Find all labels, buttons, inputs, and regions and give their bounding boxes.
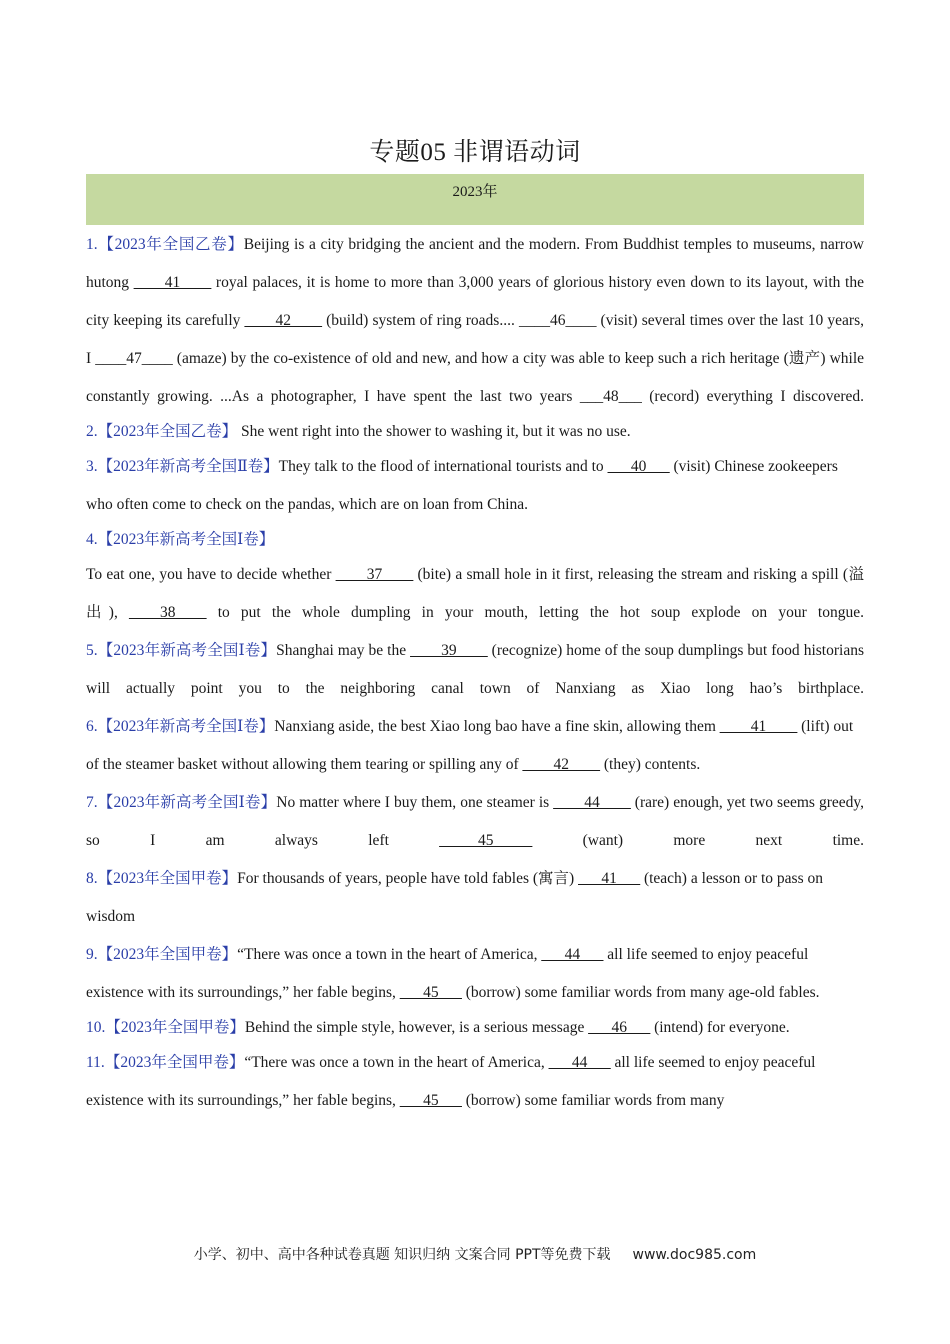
question-source: 【2023年全国甲卷】 — [97, 870, 238, 887]
question-7 — [86, 784, 864, 860]
answer-blank: ____41____ — [133, 274, 212, 291]
question-number: 10. — [86, 1019, 106, 1036]
question-text: No matter where I buy them, one steamer is — [276, 794, 554, 811]
question-1 — [86, 226, 864, 416]
question-source: 【2023年新高考全国Ⅰ卷】 — [97, 718, 275, 735]
question-text: “There was once a town in the heart of America, — [237, 946, 542, 963]
question-9 — [86, 936, 864, 1012]
question-4 — [86, 524, 864, 556]
question-10 — [86, 1012, 864, 1044]
question-source: 【2023年全国乙卷】 — [97, 423, 238, 440]
question-source: 【2023年新高考全国Ⅰ卷】 — [97, 531, 275, 548]
question-number: 2. — [86, 423, 98, 440]
question-number: 7. — [86, 794, 98, 811]
answer-blank: ____38____ — [129, 604, 207, 621]
question-source: 【2023年新高考全国Ⅱ卷】 — [97, 458, 279, 475]
question-text: (recognize) home of the soup dumplings but food historians will actually point you to the neighboring canal town of Nanxiang as Xiao long hao’s birthplace. — [86, 642, 864, 697]
question-source: 【2023年全国甲卷】 — [105, 1019, 245, 1036]
question-number: 9. — [86, 946, 98, 963]
question-number: 1. — [86, 236, 98, 253]
question-4-body — [86, 556, 864, 632]
question-text: royal palaces, it is home to more than 3,000 years of glorious history even down to its layout, with the city keeping its carefully — [86, 274, 864, 329]
question-text: (intend) for everyone. — [650, 1019, 790, 1036]
question-text: (visit) Chinese zookeepers who often come to check on the pandas, which are on loan from China. — [86, 458, 838, 513]
question-number: 8. — [86, 870, 98, 887]
question-6 — [86, 708, 864, 784]
question-source: 【2023年新高考全国Ⅰ卷】 — [97, 642, 277, 659]
footer-site-link[interactable]: www.doc985.com — [632, 1247, 757, 1263]
question-number: 4. — [86, 531, 98, 548]
answer-blank: ___41___ — [578, 870, 641, 887]
answer-blank: ____37____ — [335, 566, 414, 583]
page-title: 专题05 非谓语动词 — [369, 139, 581, 166]
year-label: 2023年 — [452, 184, 498, 200]
question-text: Behind the simple style, however, is a serious message — [244, 1019, 589, 1036]
page-footer — [0, 1244, 950, 1264]
footer-text: 小学、初中、高中各种试卷真题 知识归纳 文案合同 PPT等免费下载 — [193, 1247, 611, 1263]
question-text: all life seemed to enjoy peaceful existence with its surroundings,” her fable begins, — [86, 946, 809, 1001]
answer-blank: ____41____ — [719, 718, 798, 735]
question-number: 3. — [86, 458, 98, 475]
answer-blank: ____42____ — [244, 312, 323, 329]
answer-blank: ___45___ — [399, 1092, 462, 1109]
answer-blank: ____39____ — [410, 642, 488, 659]
answer-blank: ___40___ — [607, 458, 670, 475]
question-text: (lift) out of the steamer basket without allowing them tearing or spilling any of — [86, 718, 854, 773]
question-number: 6. — [86, 718, 98, 735]
question-source: 【2023年全国甲卷】 — [97, 946, 238, 963]
question-text: (borrow) some familiar words from many — [461, 1092, 725, 1109]
question-list — [86, 226, 864, 1120]
question-text: (want) more next time. — [532, 832, 864, 849]
answer-blank: _____45_____ — [439, 832, 533, 849]
answer-blank: ___46___ — [588, 1019, 651, 1036]
question-text: Shanghai may be the — [276, 642, 411, 659]
question-number: 5. — [86, 642, 98, 659]
question-text: (they) contents. — [599, 756, 701, 773]
question-source: 【2023年全国甲卷】 — [104, 1054, 245, 1071]
question-2 — [86, 416, 864, 448]
question-8 — [86, 860, 864, 936]
answer-blank: ____44____ — [553, 794, 631, 811]
answer-blank: ___44___ — [548, 1054, 611, 1071]
question-text: She went right into the shower to washing it, but it was no use. — [237, 423, 631, 440]
question-text: For thousands of years, people have told fables (寓言) — [237, 870, 579, 887]
answer-blank: ___44___ — [541, 946, 604, 963]
question-text: (rare) enough, yet two seems greedy, so I am always left — [86, 794, 865, 849]
question-source: 【2023年新高考全国Ⅰ卷】 — [97, 794, 277, 811]
question-text: “There was once a town in the heart of America, — [244, 1054, 549, 1071]
question-text: Beijing is a city bridging the ancient and the modern. From Buddhist temples to museums, narrow hutong — [86, 236, 864, 291]
question-text: (teach) a lesson or to pass on wisdom — [86, 870, 823, 925]
question-text: To eat one, you have to decide whether — [86, 566, 336, 583]
question-text: to put the whole dumpling in your mouth, letting the hot soup explode on your tongue. — [206, 604, 864, 621]
question-text: all life seemed to enjoy peaceful existence with its surroundings,” her fable begins, — [86, 1054, 816, 1109]
answer-blank: ___45___ — [399, 984, 462, 1001]
question-text: Nanxiang aside, the best Xiao long bao have a fine skin, allowing them — [274, 718, 720, 735]
question-source: 【2023年全国乙卷】 — [97, 236, 244, 253]
answer-blank: ____42____ — [522, 756, 600, 773]
question-3 — [86, 448, 864, 524]
question-11 — [86, 1044, 864, 1120]
question-text: (build) system of ring roads.... ____46____ (visit) several times over the last 10 years, I ____47____ (amaze) by the co-existence of old and new, and how a city was able to keep such a rich heritage (遗产) while constantly growing. ...As a photographer, I have spent the last two years ___48___ (record) everything I discovered. — [86, 312, 864, 405]
question-number: 11. — [86, 1054, 105, 1071]
question-text: (borrow) some familiar words from many age-old fables. — [461, 984, 820, 1001]
question-text: They talk to the flood of international tourists and to — [278, 458, 608, 475]
question-5 — [86, 632, 864, 708]
year-header — [86, 174, 864, 225]
question-text: (bite) a small hole in it first, releasing the stream and risking a spill (溢出), — [86, 566, 864, 621]
